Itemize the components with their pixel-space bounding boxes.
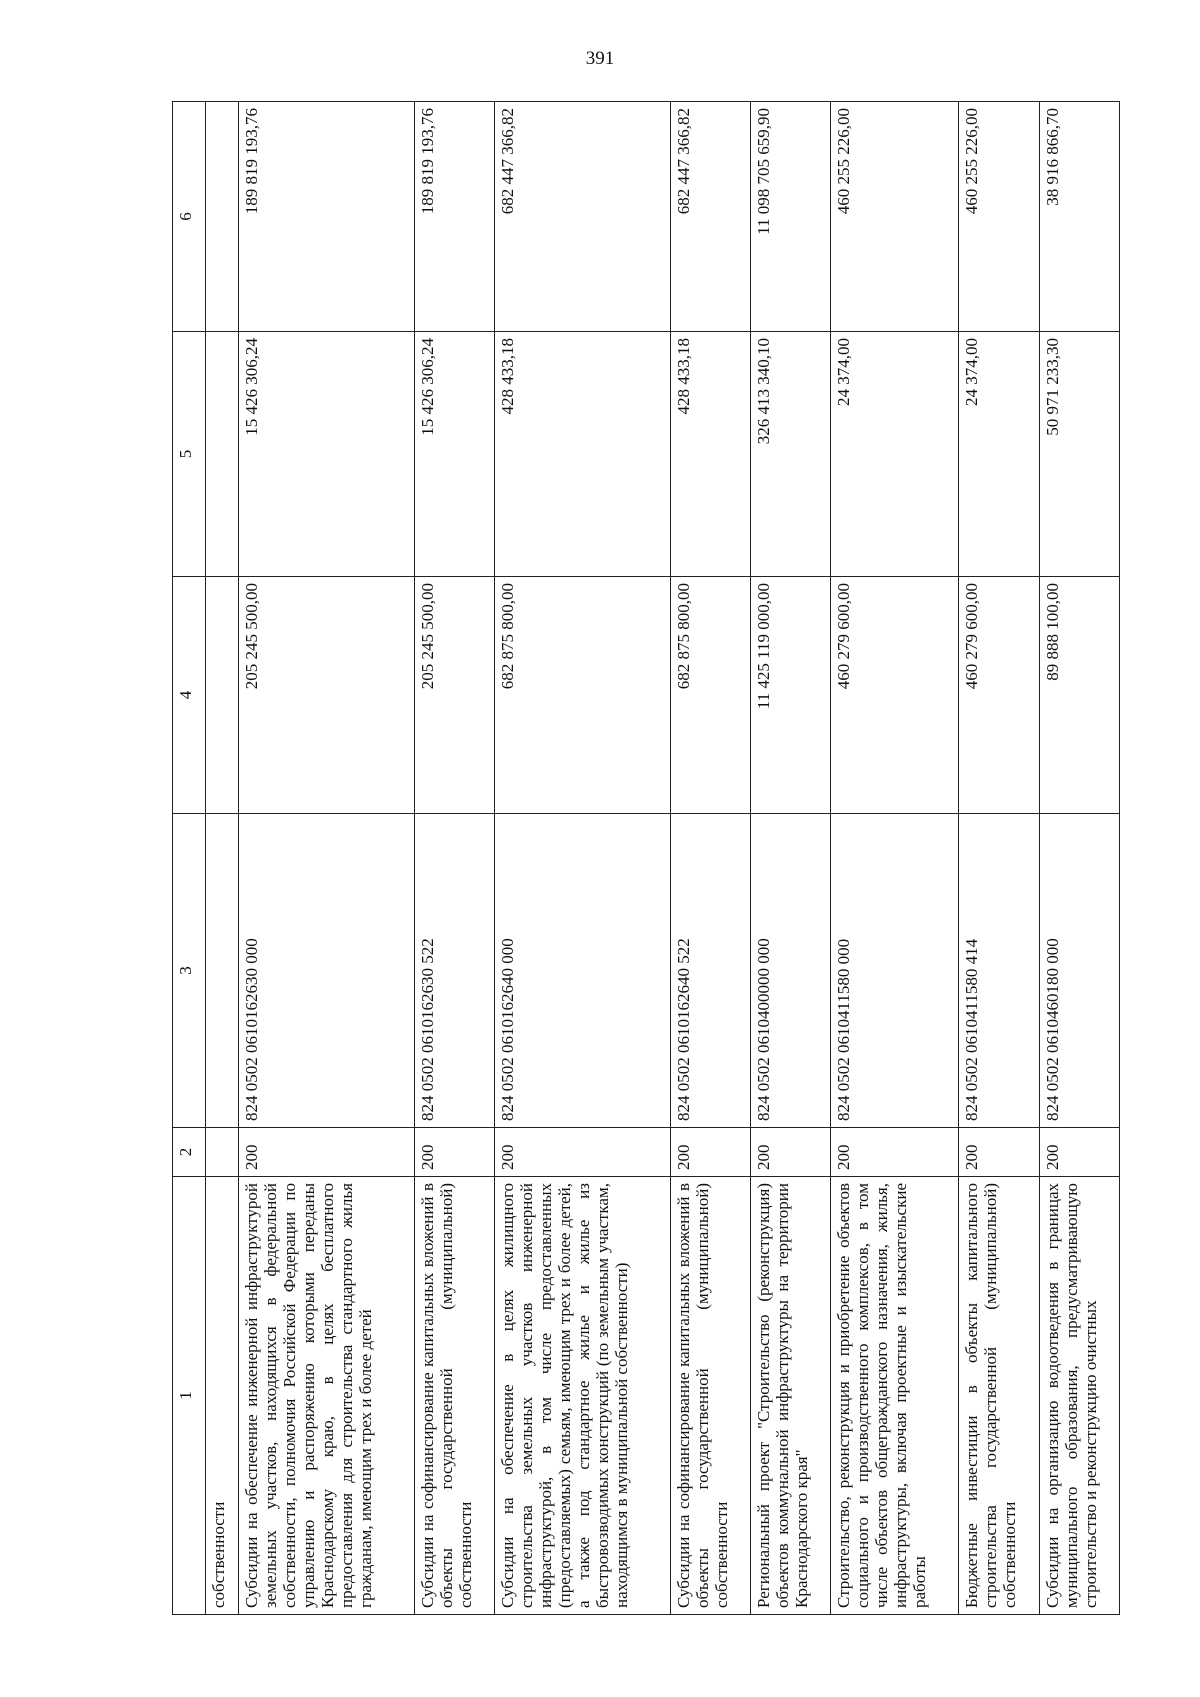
row-code: 824 0502 0610411580 414 (959, 814, 1039, 1128)
header-col-6: 6 (173, 102, 206, 332)
header-col-5: 5 (173, 332, 206, 577)
row-col4: 11 425 119 000,00 (751, 577, 831, 814)
table-row (670, 102, 750, 1615)
carry-over-row (206, 102, 239, 1615)
table-row (831, 102, 959, 1615)
row-name: Субсидии на софинансирование капитальных вложений в объекты государственной (муниципальной) собственности (414, 1177, 494, 1615)
rotated-table-wrapper (172, 102, 1120, 1615)
row-col6: 189 819 193,76 (239, 102, 415, 332)
cell (206, 1128, 239, 1177)
cell (206, 102, 239, 332)
row-col2: 200 (831, 1128, 959, 1177)
row-col6: 38 916 866,70 (1039, 102, 1119, 332)
row-col5: 326 413 340,10 (751, 332, 831, 577)
row-col6: 682 447 366,82 (495, 102, 671, 332)
row-col4: 205 245 500,00 (239, 577, 415, 814)
row-col5: 24 374,00 (831, 332, 959, 577)
row-col2: 200 (239, 1128, 415, 1177)
row-code: 824 0502 0610400000 000 (751, 814, 831, 1128)
row-col5: 428 433,18 (495, 332, 671, 577)
row-col6: 682 447 366,82 (670, 102, 750, 332)
cell (206, 814, 239, 1128)
row-col6: 460 255 226,00 (959, 102, 1039, 332)
row-col4: 460 279 600,00 (959, 577, 1039, 814)
page-number: 391 (585, 48, 615, 69)
cell (206, 332, 239, 577)
row-col6: 189 819 193,76 (414, 102, 494, 332)
row-code: 824 0502 0610162640 000 (495, 814, 671, 1128)
row-name: Строительство, реконструкция и приобретение объектов социального и производственного комплексов, в том числе объектов общегражданского назначения, жилья, инфраструктуры, включая проектные и изыскательские работы (831, 1177, 959, 1615)
row-col6: 460 255 226,00 (831, 102, 959, 332)
row-col4: 460 279 600,00 (831, 577, 959, 814)
row-col4: 682 875 800,00 (670, 577, 750, 814)
row-col2: 200 (414, 1128, 494, 1177)
header-col-1: 1 (173, 1177, 206, 1615)
row-name: Субсидии на софинансирование капитальных вложений в объекты государственной (муниципальной) собственности (670, 1177, 750, 1615)
row-col2: 200 (959, 1128, 1039, 1177)
row-name: Субсидии на обеспечение в целях жилищного строительства земельных участков инженерной инфраструктурой, в том числе предоставленных (предоставляемых) семьям, имеющим трех и более детей, а также под стандартное жилье и жилье из быстровозводимых конструкций (по земельным участкам, находящимся в муниципальной собственности) (495, 1177, 671, 1615)
table-row (414, 102, 494, 1615)
row-col5: 50 971 233,30 (1039, 332, 1119, 577)
row-name: Бюджетные инвестиции в объекты капитального строительства государственной (муниципальной) собственности (959, 1177, 1039, 1615)
row-code: 824 0502 0610411580 000 (831, 814, 959, 1128)
row-code: 824 0502 0610460180 000 (1039, 814, 1119, 1128)
row-col4: 89 888 100,00 (1039, 577, 1119, 814)
row-col2: 200 (670, 1128, 750, 1177)
row-col2: 200 (495, 1128, 671, 1177)
header-col-3: 3 (173, 814, 206, 1128)
row-code: 824 0502 0610162640 522 (670, 814, 750, 1128)
table-row (1039, 102, 1119, 1615)
row-col4: 205 245 500,00 (414, 577, 494, 814)
header-col-2: 2 (173, 1128, 206, 1177)
carry-over-text: собственности (206, 1177, 239, 1615)
row-name: Субсидии на организацию водоотведения в границах муниципального образования, предусматривающую строительство и реконструкцию очистных (1039, 1177, 1119, 1615)
row-col5: 15 426 306,24 (239, 332, 415, 577)
row-col2: 200 (1039, 1128, 1119, 1177)
table-row (959, 102, 1039, 1615)
table-row (239, 102, 415, 1615)
row-col5: 15 426 306,24 (414, 332, 494, 577)
row-name: Региональный проект "Строительство (реконструкция) объектов коммунальной инфраструктуры на территории Краснодарского края" (751, 1177, 831, 1615)
row-code: 824 0502 0610162630 000 (239, 814, 415, 1128)
cell (206, 577, 239, 814)
row-name: Субсидии на обеспечение инженерной инфраструктурой земельных участков, находящихся в федеральной собственности, полномочия Российской Федерации по управлению и распоряжению которыми переданы Краснодарскому краю, в целях бесплатного предоставления для строительства стандартного жилья гражданам, имеющим трех и более детей (239, 1177, 415, 1615)
row-col5: 428 433,18 (670, 332, 750, 577)
row-col6: 11 098 705 659,90 (751, 102, 831, 332)
row-col5: 24 374,00 (959, 332, 1039, 577)
table-row (751, 102, 831, 1615)
row-code: 824 0502 0610162630 522 (414, 814, 494, 1128)
header-col-4: 4 (173, 577, 206, 814)
table-row (495, 102, 671, 1615)
header-row (173, 102, 206, 1615)
row-col2: 200 (751, 1128, 831, 1177)
budget-table (172, 101, 1120, 1615)
row-col4: 682 875 800,00 (495, 577, 671, 814)
